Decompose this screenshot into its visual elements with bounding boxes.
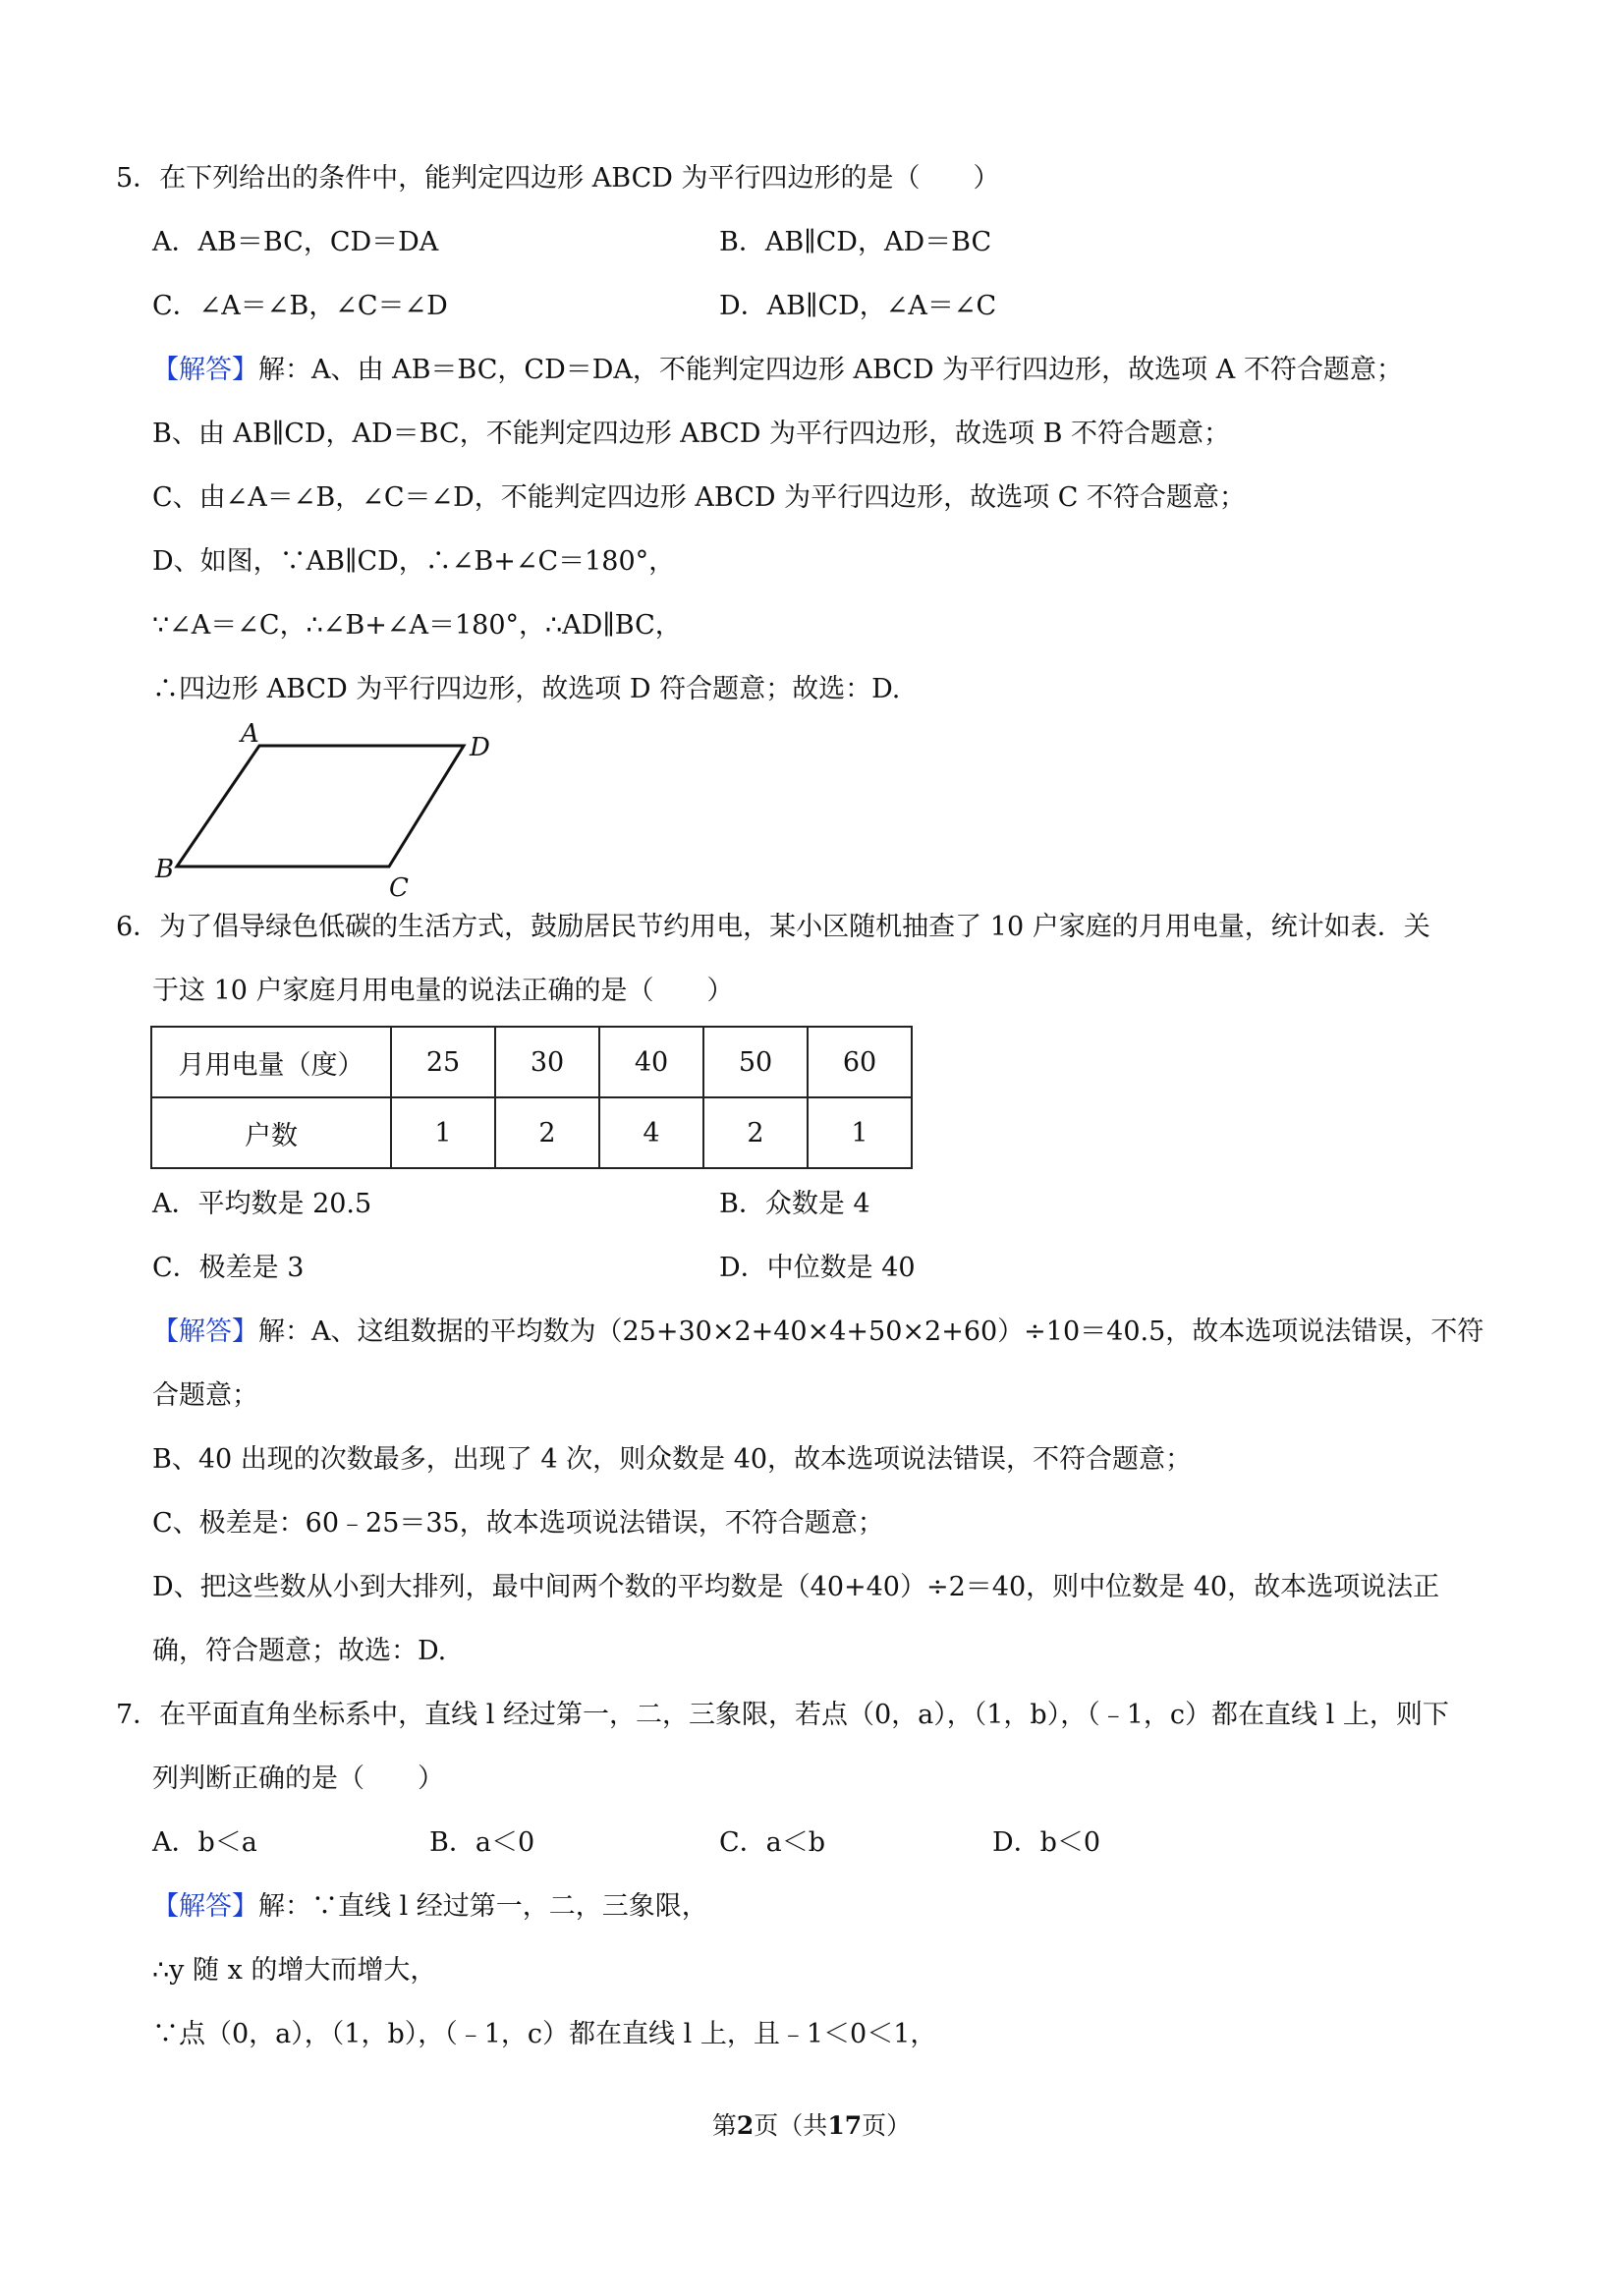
q5-solution-text-1: 解：A、由 AB＝BC，CD＝DA，不能判定四边形 ABCD 为平行四边形，故选项 A 不符合题意；	[258, 355, 1403, 385]
q5-solution-line-6: ∴四边形 ABCD 为平行四边形，故选项 D 符合题意；故选：D.	[152, 674, 901, 704]
q6-solution-line-2: 合题意；	[152, 1380, 258, 1411]
table-cell: 50	[703, 1027, 808, 1097]
q7-stem-line-2: 列判断正确的是（ ）	[152, 1764, 444, 1794]
q7-stem-line-1: 7．在平面直角坐标系中，直线 l 经过第一，二，三象限，若点（0，a），（1，b），（﹣1，c）都在直线 l 上，则下	[116, 1700, 1449, 1730]
table-cell: 4	[599, 1097, 703, 1168]
q6-option-b: B．众数是 4	[719, 1189, 870, 1219]
table-cell: 25	[391, 1027, 495, 1097]
q5-solution-line-1	[152, 351, 1403, 390]
q7-option-b: B．a＜0	[429, 1827, 535, 1858]
footer-suffix: 页）	[862, 2111, 912, 2140]
table-cell: 1	[391, 1097, 495, 1168]
q6-solution-line-6: 确，符合题意；故选：D.	[152, 1636, 447, 1666]
q5-stem: 5．在下列给出的条件中，能判定四边形 ABCD 为平行四边形的是（ ）	[116, 163, 1000, 194]
page-footer	[0, 2108, 1623, 2144]
table-header-usage: 月用电量（度）	[151, 1027, 391, 1097]
table-cell: 2	[495, 1097, 599, 1168]
q6-solution-line-5: D、把这些数从小到大排列，最中间两个数的平均数是（40+40）÷2＝40，则中位数是 40，故本选项说法正	[152, 1572, 1440, 1602]
q5-solution-line-5: ∵∠A＝∠C，∴∠B+∠A＝180°，∴AD∥BC，	[152, 610, 682, 641]
footer-total-pages: 17	[827, 2111, 863, 2140]
q6-solution-line-1	[152, 1313, 1483, 1352]
q7-solution-text-1: 解：∵直线 l 经过第一，二，三象限，	[258, 1891, 708, 1922]
q6-solution-text-1: 解：A、这组数据的平均数为（25+30×2+40×4+50×2+60）÷10＝40.5，故本选项说法错误，不符	[258, 1316, 1484, 1347]
table-header-households: 户数	[151, 1097, 391, 1168]
footer-prefix: 第	[711, 2111, 737, 2140]
parallelogram-figure	[147, 722, 501, 899]
electricity-usage-table	[150, 1026, 913, 1169]
table-row	[151, 1027, 912, 1097]
figure-label-a: A	[241, 722, 259, 749]
q6-solution-tag: 【解答】	[152, 1316, 258, 1347]
q6-solution-line-4: C、极差是：60﹣25＝35，故本选项说法错误，不符合题意；	[152, 1508, 884, 1539]
q7-option-c: C．a＜b	[719, 1827, 826, 1858]
q5-option-c: C．∠A＝∠B，∠C＝∠D	[152, 291, 448, 321]
q5-option-b: B．AB∥CD，AD＝BC	[719, 227, 992, 257]
q5-solution-line-4: D、如图，∵AB∥CD，∴∠B+∠C＝180°，	[152, 546, 676, 577]
q6-solution-line-3: B、40 出现的次数最多，出现了 4 次，则众数是 40，故本选项说法错误，不符合题意；	[152, 1444, 1193, 1475]
figure-label-b: B	[155, 855, 175, 884]
table-cell: 1	[808, 1097, 912, 1168]
table-cell: 2	[703, 1097, 808, 1168]
table-row	[151, 1097, 912, 1168]
q5-solution-tag: 【解答】	[152, 355, 258, 385]
table-cell: 60	[808, 1027, 912, 1097]
q5-option-a: A．AB＝BC，CD＝DA	[152, 227, 439, 257]
table-cell: 30	[495, 1027, 599, 1097]
q7-option-a: A．b＜a	[152, 1827, 257, 1858]
q5-solution-line-2: B、由 AB∥CD，AD＝BC，不能判定四边形 ABCD 为平行四边形，故选项 B 不符合题意；	[152, 419, 1231, 449]
q6-option-d: D．中位数是 40	[719, 1253, 916, 1283]
parallelogram-shape	[177, 746, 464, 867]
q7-solution-tag: 【解答】	[152, 1891, 258, 1922]
q6-stem-line-1: 6．为了倡导绿色低碳的生活方式，鼓励居民节约用电，某小区随机抽查了 10 户家庭的月用电量，统计如表．关	[116, 912, 1430, 942]
q5-option-d: D．AB∥CD，∠A＝∠C	[719, 291, 997, 321]
q7-solution-line-1	[152, 1887, 708, 1927]
q5-solution-line-3: C、由∠A＝∠B，∠C＝∠D，不能判定四边形 ABCD 为平行四边形，故选项 C 不符合题意；	[152, 482, 1246, 513]
q7-solution-line-2: ∴y 随 x 的增大而增大，	[152, 1955, 437, 1986]
footer-mid: 页（共	[754, 2111, 828, 2140]
q6-option-c: C．极差是 3	[152, 1253, 305, 1283]
figure-label-c: C	[389, 873, 409, 899]
table-cell: 40	[599, 1027, 703, 1097]
q6-option-a: A．平均数是 20.5	[152, 1189, 372, 1219]
q7-solution-line-3: ∵点（0，a），（1，b），（﹣1，c）都在直线 l 上，且﹣1＜0＜1，	[152, 2019, 937, 2049]
q6-stem-line-2: 于这 10 户家庭月用电量的说法正确的是（ ）	[152, 976, 734, 1006]
q7-option-d: D．b＜0	[992, 1827, 1101, 1858]
footer-page-number: 2	[736, 2111, 755, 2140]
figure-label-d: D	[470, 733, 490, 762]
